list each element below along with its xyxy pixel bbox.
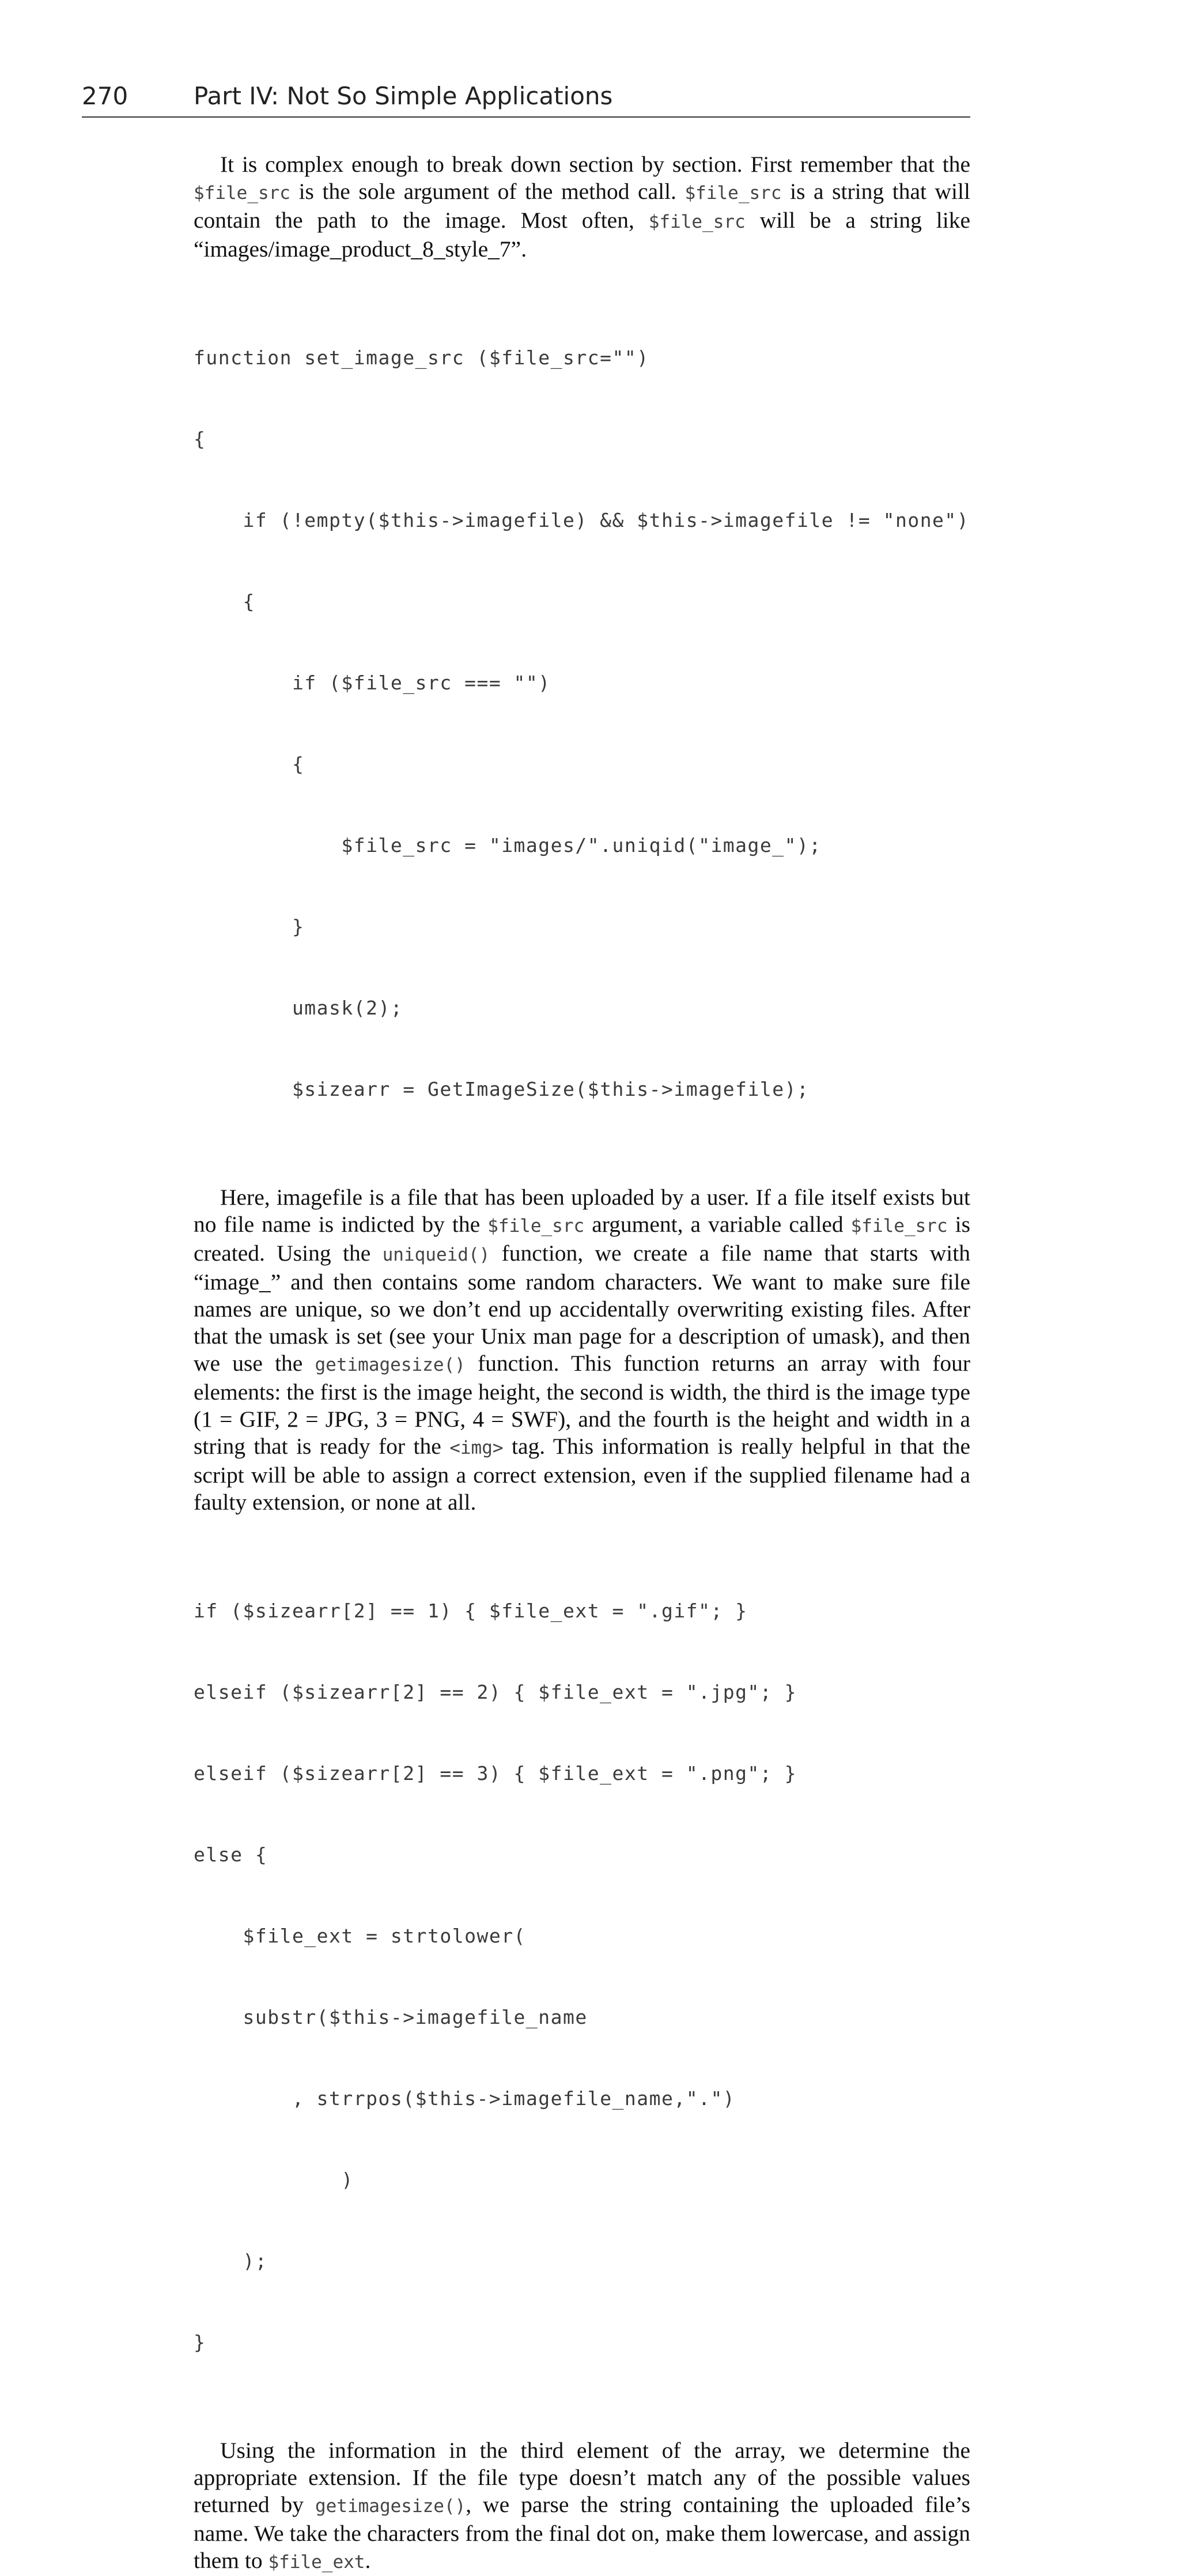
code-line: if (!empty($this->imagefile) && $this->imagefile != "none") bbox=[194, 509, 970, 531]
paragraph-extension bbox=[194, 2437, 970, 2576]
paragraph-text: function, we create a file name that starts with “image_” and then contains some random characters. We want to make sure file names are unique, so we don’t end up accidentally overwriting existing files. After that the umask is set (see your Unix man page for a description of umask), and then we use the bbox=[194, 1240, 970, 1376]
inline-code: getimagesize() bbox=[315, 2496, 466, 2517]
code-line: } bbox=[194, 2331, 206, 2354]
code-block-set-image-src bbox=[194, 290, 970, 1157]
code-line: , strrpos($this->imagefile_name,".") bbox=[194, 2087, 736, 2110]
paragraph-intro bbox=[194, 151, 970, 263]
code-line: else { bbox=[194, 1843, 268, 1866]
inline-code: $file_src bbox=[850, 1216, 948, 1236]
paragraph-text: is created. Using the bbox=[194, 1212, 970, 1266]
inline-code: $file_src bbox=[684, 183, 782, 203]
paragraph-text: Using the information in the third element of the array, we determine the appropriate extension. If the file type doesn’t match any of the possible values returned by bbox=[194, 2438, 970, 2517]
paragraph-text: is the sole argument of the method call. bbox=[290, 179, 685, 204]
code-line: $sizearr = GetImageSize($this->imagefile); bbox=[194, 1078, 810, 1100]
inline-code: uniqueid() bbox=[382, 1244, 490, 1265]
code-line: { bbox=[194, 590, 255, 613]
paragraph-text: is a string that will contain the path to the image. Most often, bbox=[194, 179, 970, 233]
code-line: { bbox=[194, 428, 206, 450]
code-line: if ($sizearr[2] == 1) { $file_ext = ".gif"; } bbox=[194, 1600, 748, 1622]
paragraph-text: function. This function returns an array with four elements: the first is the image height, the second is width, the third is the image type (1 = GIF, 2 = JPG, 3 = PNG, 4 = SWF), and the fourth is the height and width in a string that is ready for the bbox=[194, 1351, 971, 1459]
code-line: function set_image_src ($file_src="") bbox=[194, 346, 649, 369]
inline-code: $file_src bbox=[648, 212, 746, 232]
inline-code: $file_src bbox=[487, 1216, 585, 1236]
paragraph-imagefile bbox=[194, 1184, 970, 1516]
paragraph-text: tag. This information is really helpful in that the script will be able to assign a correct extension, even if the supplied filename had a faulty extension, or none at all. bbox=[194, 1434, 970, 1515]
code-line: { bbox=[194, 753, 305, 775]
code-line: } bbox=[194, 915, 305, 938]
running-head: Part IV: Not So Simple Applications bbox=[194, 82, 613, 110]
code-line: elseif ($sizearr[2] == 3) { $file_ext = ".png"; } bbox=[194, 1762, 797, 1785]
page-header bbox=[82, 81, 970, 118]
inline-code: getimagesize() bbox=[315, 1355, 466, 1375]
code-line: if ($file_src === "") bbox=[194, 672, 551, 694]
code-line: $file_ext = strtolower( bbox=[194, 1925, 526, 1947]
page-body bbox=[194, 151, 970, 2576]
code-block-file-ext bbox=[194, 1543, 970, 2410]
code-line: umask(2); bbox=[194, 997, 403, 1019]
code-line: substr($this->imagefile_name bbox=[194, 2006, 588, 2028]
code-line: $file_src = "images/".uniqid("image_"); bbox=[194, 834, 822, 857]
paragraph-text: Here, imagefile is a file that has been uploaded by a user. If a file itself exists but no file name is indicted by the bbox=[194, 1185, 970, 1237]
page-number: 270 bbox=[82, 82, 128, 110]
paragraph-text: will be a string like “images/image_product_8_style_7”. bbox=[194, 208, 970, 262]
paragraph-text: . bbox=[365, 2548, 371, 2573]
paragraph-text: It is complex enough to break down section by section. First remember that the bbox=[220, 152, 970, 177]
code-line: ) bbox=[194, 2168, 354, 2191]
inline-code: <img> bbox=[449, 1438, 504, 1458]
paragraph-text: , we parse the string containing the uploaded file’s name. We take the characters from the final dot on, make them lowercase, and assign them to bbox=[194, 2492, 970, 2573]
code-line: ); bbox=[194, 2250, 268, 2272]
code-line: elseif ($sizearr[2] == 2) { $file_ext = ".jpg"; } bbox=[194, 1681, 797, 1703]
inline-code: $file_src bbox=[194, 183, 290, 203]
paragraph-text: argument, a variable called bbox=[584, 1212, 851, 1237]
inline-code: $file_ext bbox=[268, 2552, 365, 2573]
